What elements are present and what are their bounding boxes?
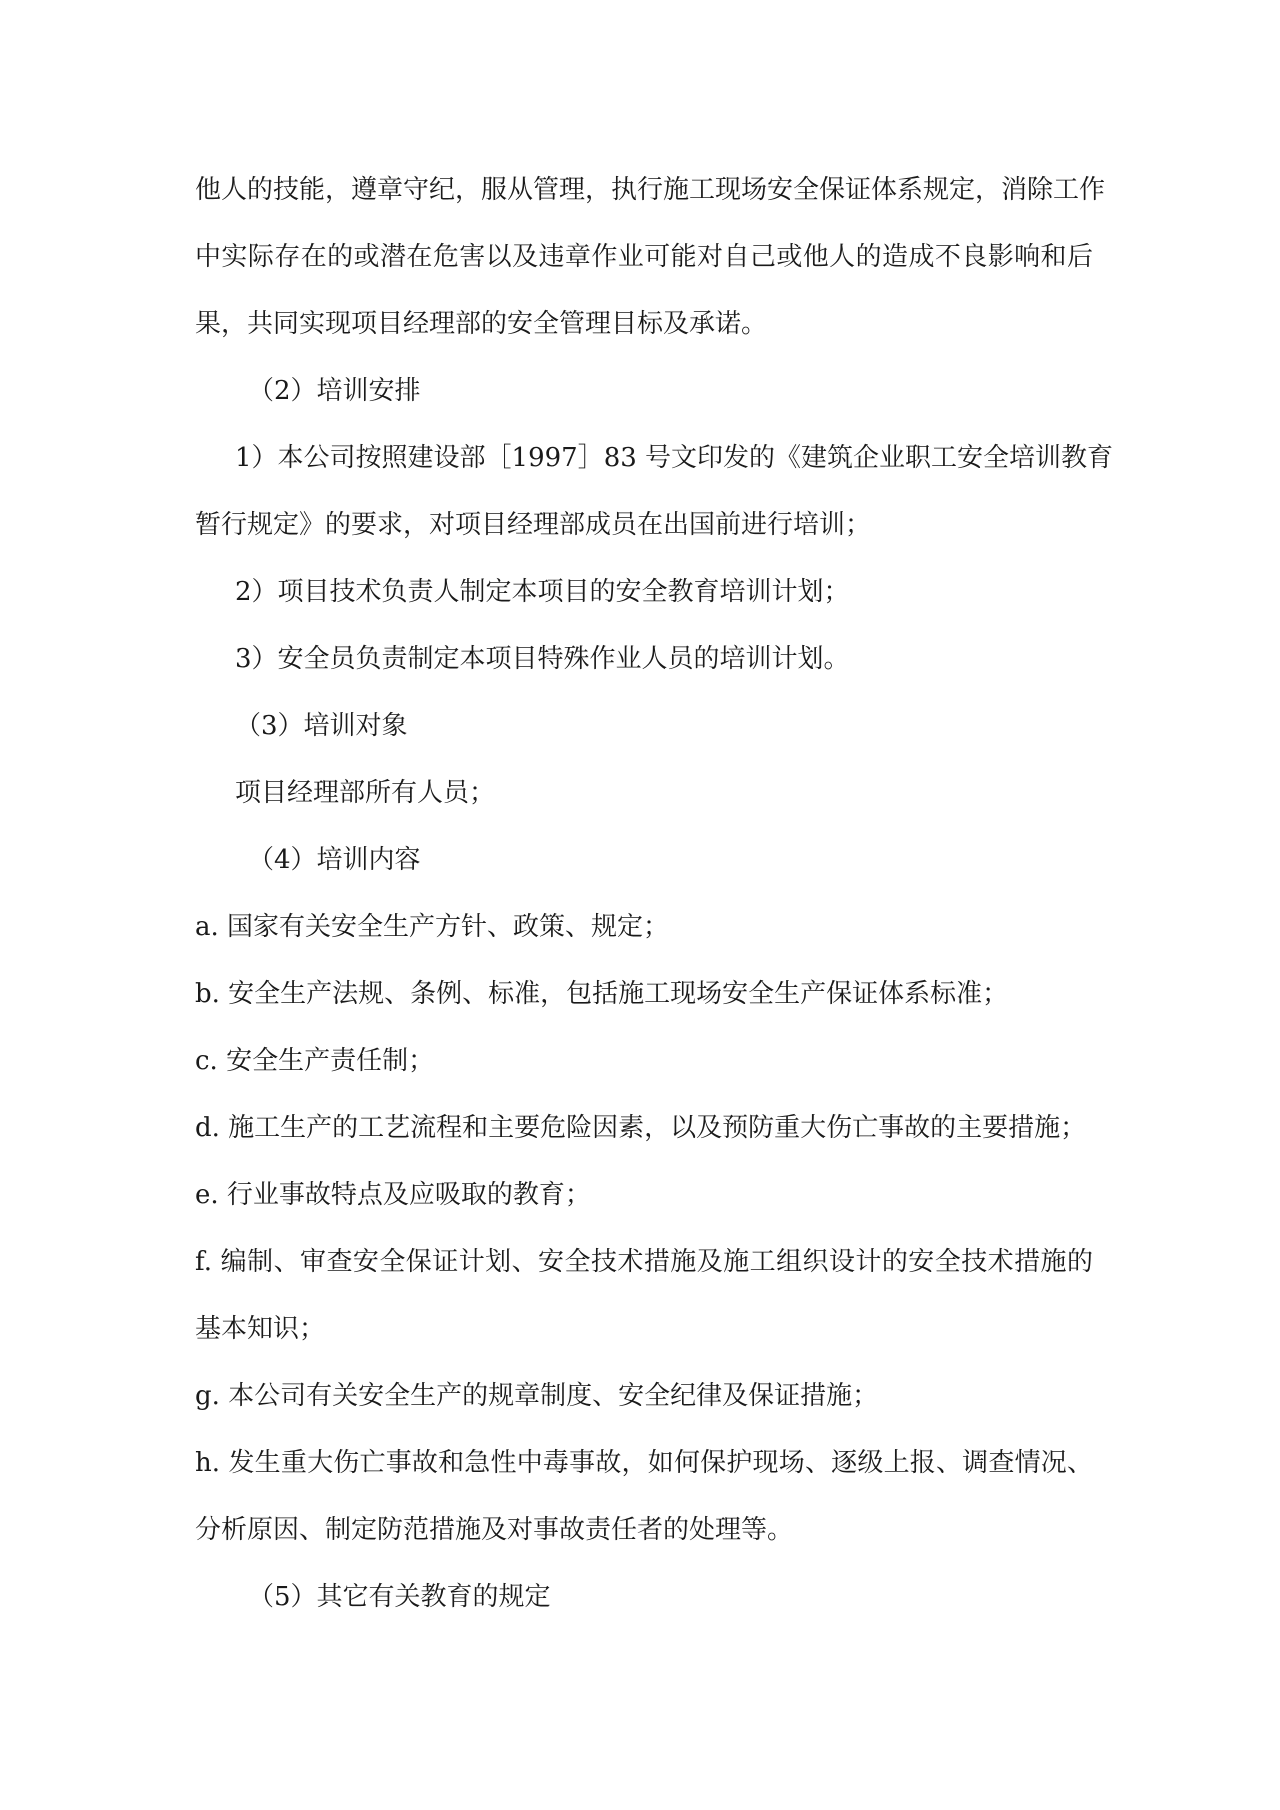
list-item: a. 国家有关安全生产方针、政策、规定； bbox=[195, 912, 670, 942]
list-item: d. 施工生产的工艺流程和主要危险因素，以及预防重大伤亡事故的主要措施； bbox=[195, 1113, 1087, 1143]
list-item: e. 行业事故特点及应吸取的教育； bbox=[195, 1180, 591, 1210]
paragraph-line: 中实际存在的或潜在危害以及违章作业可能对自己或他人的造成不良影响和后 bbox=[195, 242, 1093, 272]
list-item: b. 安全生产法规、条例、标准，包括施工现场安全生产保证体系标准； bbox=[195, 979, 1009, 1009]
paragraph-line: 他人的技能，遵章守纪，服从管理，执行施工现场安全保证体系规定，消除工作 bbox=[195, 175, 1106, 205]
paragraph-line: 暂行规定》的要求，对项目经理部成员在出国前进行培训； bbox=[195, 510, 872, 540]
list-item: h. 发生重大伤亡事故和急性中毒事故，如何保护现场、逐级上报、调查情况、 bbox=[195, 1448, 1093, 1478]
list-item: g. 本公司有关安全生产的规章制度、安全纪律及保证措施； bbox=[195, 1381, 879, 1411]
list-item: 1）本公司按照建设部［1997］83 号文印发的《建筑企业职工安全培训教育 bbox=[235, 443, 1114, 473]
paragraph-line: 果，共同实现项目经理部的安全管理目标及承诺。 bbox=[195, 309, 768, 339]
section-heading: （2）培训安排 bbox=[248, 376, 421, 406]
paragraph-line: 项目经理部所有人员； bbox=[235, 778, 496, 808]
paragraph-line: 基本知识； bbox=[195, 1314, 326, 1344]
section-heading: （5）其它有关教育的规定 bbox=[248, 1582, 551, 1612]
section-heading: （4）培训内容 bbox=[248, 845, 421, 875]
list-item: 3）安全员负责制定本项目特殊作业人员的培训计划。 bbox=[235, 644, 850, 674]
list-item: f. 编制、审查安全保证计划、安全技术措施及施工组织设计的安全技术措施的 bbox=[195, 1247, 1093, 1277]
section-heading: （3）培训对象 bbox=[235, 711, 408, 741]
paragraph-line: 分析原因、制定防范措施及对事故责任者的处理等。 bbox=[195, 1515, 794, 1545]
list-item: 2）项目技术负责人制定本项目的安全教育培训计划； bbox=[235, 577, 850, 607]
list-item: c. 安全生产责任制； bbox=[195, 1046, 435, 1076]
